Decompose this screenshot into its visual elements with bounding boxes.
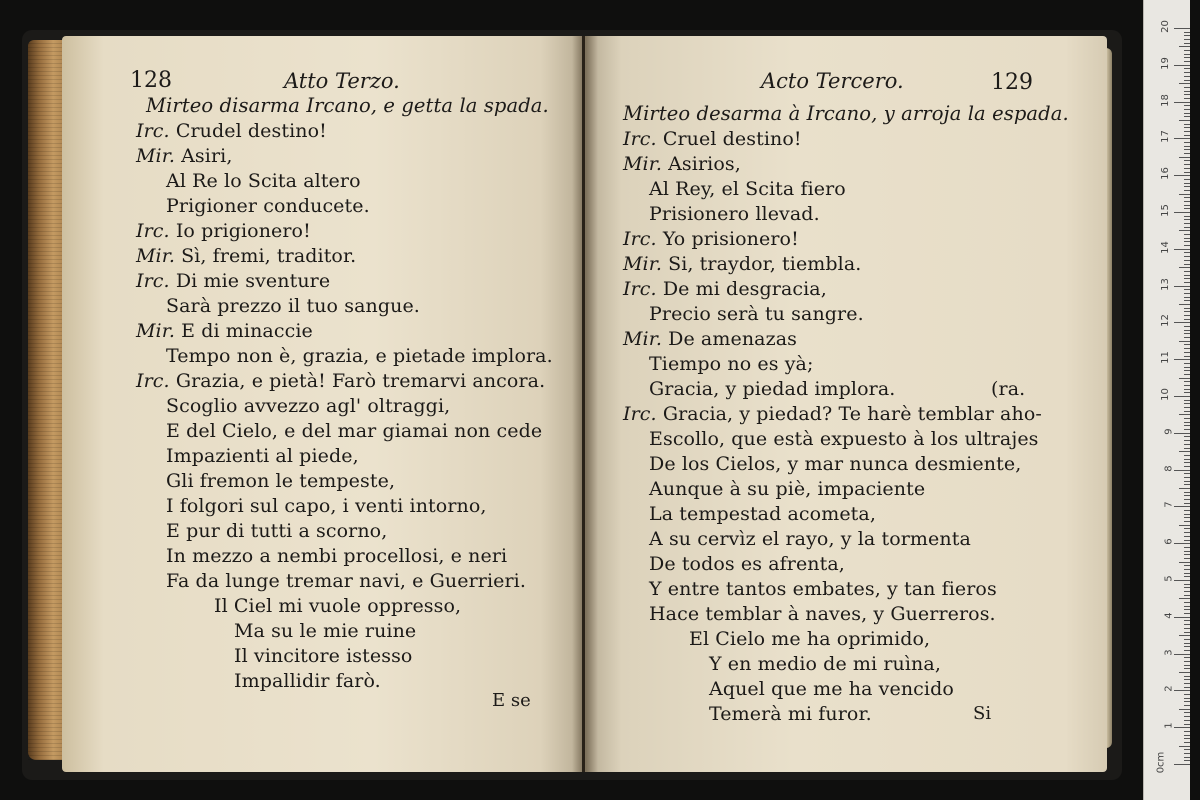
ruler-tick bbox=[1184, 32, 1190, 33]
ruler-tick bbox=[1184, 495, 1190, 496]
text-line: Il Ciel mi vuole oppresso, bbox=[214, 595, 462, 617]
ruler-tick bbox=[1184, 245, 1190, 246]
ruler-tick bbox=[1184, 632, 1190, 633]
stage-direction-right: Mirteo desarma à Ircano, y arroja la espada. bbox=[623, 102, 1069, 125]
ruler-tick bbox=[1184, 466, 1190, 467]
ruler-tick bbox=[1184, 510, 1190, 511]
ruler-tick bbox=[1179, 120, 1190, 121]
text-line: Mir. Si, traydor, tiembla. bbox=[623, 253, 862, 275]
ruler-tick bbox=[1184, 205, 1190, 206]
ruler-tick bbox=[1184, 348, 1190, 349]
ruler-tick bbox=[1184, 308, 1190, 309]
text-line: Sarà prezzo il tuo sangue. bbox=[166, 295, 420, 317]
ruler-tick bbox=[1174, 433, 1190, 434]
text-line: Al Re lo Scita altero bbox=[166, 170, 361, 192]
ruler-tick bbox=[1179, 746, 1190, 747]
ruler-tick bbox=[1184, 300, 1190, 301]
ruler-tick bbox=[1184, 591, 1190, 592]
text-line: Temerà mi furor. bbox=[709, 703, 872, 725]
ruler-tick bbox=[1184, 61, 1190, 62]
right-page bbox=[585, 36, 1107, 772]
ruler-tick bbox=[1174, 617, 1190, 618]
ruler-tick bbox=[1184, 624, 1190, 625]
ruler-tick bbox=[1184, 683, 1190, 684]
ruler-tick bbox=[1184, 521, 1190, 522]
ruler-label: 18 bbox=[1160, 93, 1172, 107]
text-line: Irc. Di mie sventure bbox=[136, 270, 331, 292]
ruler-label: 9 bbox=[1163, 428, 1175, 435]
ruler-tick bbox=[1184, 455, 1190, 456]
ruler-tick bbox=[1174, 690, 1190, 691]
ruler-tick bbox=[1179, 488, 1190, 489]
ruler-tick bbox=[1184, 484, 1190, 485]
ruler-label: 15 bbox=[1160, 204, 1172, 217]
ruler-tick bbox=[1184, 407, 1190, 408]
ruler-tick bbox=[1184, 374, 1190, 375]
ruler-label: 8 bbox=[1163, 464, 1175, 472]
page-number-left: 128 bbox=[130, 68, 172, 93]
ruler-tick bbox=[1184, 573, 1190, 574]
ruler-tick bbox=[1184, 197, 1190, 198]
ruler-tick bbox=[1174, 543, 1190, 544]
ruler-tick bbox=[1184, 183, 1190, 184]
ruler-tick bbox=[1179, 451, 1190, 452]
ruler-tick bbox=[1184, 422, 1190, 423]
ruler-tick bbox=[1184, 569, 1190, 570]
ruler-tick bbox=[1184, 712, 1190, 713]
ruler-tick bbox=[1174, 470, 1190, 471]
ruler-tick bbox=[1184, 554, 1190, 555]
ruler-label: 5 bbox=[1163, 575, 1175, 582]
text-line: Irc. Io prigionero! bbox=[136, 220, 311, 242]
ruler-tick bbox=[1184, 311, 1190, 312]
ruler-tick bbox=[1184, 749, 1190, 750]
ruler-tick bbox=[1184, 595, 1190, 596]
ruler-tick bbox=[1184, 381, 1190, 382]
ruler-label: 12 bbox=[1160, 314, 1172, 328]
ruler-tick bbox=[1179, 194, 1190, 195]
text-line: Irc. Yo prisionero! bbox=[623, 228, 799, 250]
ruler-tick bbox=[1184, 80, 1190, 81]
ruler-label: 7 bbox=[1163, 501, 1175, 509]
ruler-tick bbox=[1184, 124, 1190, 125]
ruler-tick bbox=[1184, 565, 1190, 566]
text-line: E pur di tutti a scorno, bbox=[166, 520, 388, 542]
ruler-tick bbox=[1184, 223, 1190, 224]
ruler-tick bbox=[1184, 587, 1190, 588]
ruler-tick bbox=[1184, 275, 1190, 276]
book-gutter bbox=[572, 36, 598, 772]
ruler-tick bbox=[1179, 378, 1190, 379]
ruler-tick bbox=[1184, 694, 1190, 695]
text-line: De los Cielos, y mar nunca desmiente, bbox=[649, 453, 1022, 475]
ruler-tick bbox=[1184, 333, 1190, 334]
ruler-tick bbox=[1179, 709, 1190, 710]
ruler-tick bbox=[1179, 157, 1190, 158]
ruler-tick bbox=[1184, 135, 1190, 136]
ruler-tick bbox=[1184, 352, 1190, 353]
ruler-tick bbox=[1184, 517, 1190, 518]
ruler-tick bbox=[1184, 738, 1190, 739]
ruler-tick bbox=[1184, 665, 1190, 666]
ruler-tick bbox=[1184, 735, 1190, 736]
ruler-tick bbox=[1179, 562, 1190, 563]
ruler-tick bbox=[1184, 492, 1190, 493]
ruler-tick bbox=[1179, 598, 1190, 599]
ruler-tick bbox=[1184, 234, 1190, 235]
ruler-tick bbox=[1184, 705, 1190, 706]
text-line: A su cervìz el rayo, y la tormenta bbox=[649, 528, 971, 550]
ruler-tick bbox=[1184, 260, 1190, 261]
ruler-tick bbox=[1184, 227, 1190, 228]
ruler-tick bbox=[1184, 35, 1190, 36]
text-line: Mir. De amenazas bbox=[623, 328, 797, 350]
text-line: Precio serà tu sangre. bbox=[649, 303, 864, 325]
text-line: Y en medio de mi ruìna, bbox=[709, 653, 941, 675]
stage-direction-left: Mirteo disarma Ircano, e getta la spada. bbox=[146, 94, 549, 117]
text-line: La tempestad acometa, bbox=[649, 503, 876, 525]
page-number-right: 129 bbox=[991, 70, 1033, 95]
ruler-tick bbox=[1184, 127, 1190, 128]
ruler-tick bbox=[1184, 190, 1190, 191]
left-page bbox=[62, 36, 582, 772]
ruler-tick bbox=[1184, 528, 1190, 529]
text-line: Tempo non è, grazia, e pietade implora. bbox=[166, 345, 553, 367]
ruler-label: 2 bbox=[1163, 685, 1175, 693]
text-line: E del Cielo, e del mar giamai non cede bbox=[166, 420, 543, 442]
ruler-tick bbox=[1174, 654, 1190, 655]
ruler-tick bbox=[1179, 304, 1190, 305]
ruler-tick bbox=[1184, 57, 1190, 58]
ruler-tick bbox=[1184, 87, 1190, 88]
text-line: Mir. Asiri, bbox=[136, 145, 233, 167]
ruler-tick bbox=[1184, 440, 1190, 441]
ruler-tick bbox=[1179, 525, 1190, 526]
ruler-tick bbox=[1184, 105, 1190, 106]
ruler-tick bbox=[1184, 216, 1190, 217]
ruler-tick bbox=[1184, 39, 1190, 40]
ruler-tick bbox=[1184, 326, 1190, 327]
ruler-tick bbox=[1184, 760, 1190, 761]
text-line: Mir. E di minaccie bbox=[136, 320, 313, 342]
text-line: De todos es afrenta, bbox=[649, 553, 845, 575]
ruler-tick bbox=[1184, 724, 1190, 725]
ruler-tick bbox=[1184, 168, 1190, 169]
ruler-tick bbox=[1184, 425, 1190, 426]
ruler-tick bbox=[1184, 179, 1190, 180]
ruler-tick bbox=[1184, 186, 1190, 187]
ruler-tick bbox=[1184, 514, 1190, 515]
ruler-tick bbox=[1184, 650, 1190, 651]
ruler-tick bbox=[1184, 50, 1190, 51]
ruler-tick bbox=[1184, 289, 1190, 290]
ruler-tick bbox=[1184, 208, 1190, 209]
ruler-tick bbox=[1174, 102, 1190, 103]
ruler-tick bbox=[1184, 293, 1190, 294]
ruler-label: 1 bbox=[1163, 722, 1175, 729]
ruler-tick bbox=[1174, 65, 1190, 66]
ruler-label: 16 bbox=[1160, 167, 1172, 181]
ruler-tick bbox=[1184, 429, 1190, 430]
ruler-tick bbox=[1184, 356, 1190, 357]
ruler-tick bbox=[1184, 153, 1190, 154]
text-line: Prisionero llevad. bbox=[649, 203, 820, 225]
text-line: Gracia, y piedad implora. bbox=[649, 378, 896, 400]
ruler-tick bbox=[1184, 639, 1190, 640]
ruler-tick bbox=[1174, 28, 1190, 29]
ruler-tick bbox=[1184, 676, 1190, 677]
ruler-tick bbox=[1184, 576, 1190, 577]
catchword-left: E se bbox=[492, 690, 531, 711]
ruler-tick bbox=[1184, 264, 1190, 265]
text-line: I folgori sul capo, i venti intorno, bbox=[166, 495, 487, 517]
text-line: Y entre tantos embates, y tan fieros bbox=[649, 578, 997, 600]
ruler-label: 17 bbox=[1160, 130, 1172, 144]
ruler-tick bbox=[1184, 609, 1190, 610]
ruler-tick bbox=[1174, 359, 1190, 360]
text-line: El Cielo me ha oprimido, bbox=[689, 628, 931, 650]
ruler-tick bbox=[1184, 76, 1190, 77]
ruler-tick bbox=[1184, 392, 1190, 393]
ruler-tick bbox=[1184, 315, 1190, 316]
ruler-tick bbox=[1184, 679, 1190, 680]
ruler-tick bbox=[1184, 68, 1190, 69]
ruler-label: 3 bbox=[1163, 648, 1175, 656]
ruler-tick bbox=[1184, 613, 1190, 614]
ruler-tick bbox=[1184, 146, 1190, 147]
ruler-tick bbox=[1184, 238, 1190, 239]
ruler-tick bbox=[1184, 411, 1190, 412]
ruler-tick bbox=[1184, 256, 1190, 257]
measurement-ruler bbox=[1143, 0, 1190, 800]
turnover-text: (ra. bbox=[991, 378, 1026, 400]
ruler-tick bbox=[1184, 282, 1190, 283]
ruler-tick bbox=[1184, 385, 1190, 386]
ruler-tick bbox=[1184, 344, 1190, 345]
text-line: Ma su le mie ruine bbox=[234, 620, 417, 642]
ruler-tick bbox=[1184, 54, 1190, 55]
ruler-tick bbox=[1184, 149, 1190, 150]
text-line: Prigioner conducete. bbox=[166, 195, 370, 217]
ruler-tick bbox=[1184, 532, 1190, 533]
text-line: Escollo, que està expuesto à los ultrajes bbox=[649, 428, 1039, 450]
ruler-tick bbox=[1184, 547, 1190, 548]
ruler-tick bbox=[1184, 219, 1190, 220]
ruler-tick bbox=[1184, 698, 1190, 699]
ruler-tick bbox=[1184, 657, 1190, 658]
ruler-tick bbox=[1184, 252, 1190, 253]
ruler-tick bbox=[1179, 230, 1190, 231]
ruler-tick bbox=[1184, 620, 1190, 621]
ruler-tick bbox=[1184, 558, 1190, 559]
ruler-label: 19 bbox=[1160, 56, 1172, 70]
ruler-tick bbox=[1174, 175, 1190, 176]
ruler-tick bbox=[1184, 113, 1190, 114]
ruler-tick bbox=[1184, 602, 1190, 603]
ruler-tick bbox=[1184, 241, 1190, 242]
ruler-tick bbox=[1184, 164, 1190, 165]
ruler-tick bbox=[1184, 646, 1190, 647]
ruler-tick bbox=[1184, 687, 1190, 688]
ruler-label: 14 bbox=[1160, 240, 1172, 254]
ruler-label: 10 bbox=[1160, 388, 1172, 401]
ruler-tick bbox=[1184, 403, 1190, 404]
ruler-tick bbox=[1174, 249, 1190, 250]
ruler-tick bbox=[1184, 319, 1190, 320]
ruler-tick bbox=[1184, 367, 1190, 368]
ruler-tick bbox=[1174, 506, 1190, 507]
ruler-tick bbox=[1184, 436, 1190, 437]
ruler-tick bbox=[1184, 271, 1190, 272]
text-line: Irc. Grazia, e pietà! Farò tremarvi ancora. bbox=[136, 370, 546, 392]
ruler-tick bbox=[1184, 584, 1190, 585]
ruler-tick bbox=[1184, 462, 1190, 463]
ruler-tick bbox=[1184, 72, 1190, 73]
ruler-tick bbox=[1184, 98, 1190, 99]
ruler-tick bbox=[1184, 716, 1190, 717]
ruler-tick bbox=[1179, 672, 1190, 673]
ruler-tick bbox=[1184, 172, 1190, 173]
ruler-tick bbox=[1184, 477, 1190, 478]
ruler-tick bbox=[1184, 448, 1190, 449]
ruler-tick bbox=[1179, 83, 1190, 84]
running-head-left: Atto Terzo. bbox=[284, 69, 400, 93]
ruler-tick bbox=[1179, 635, 1190, 636]
ruler-tick bbox=[1184, 503, 1190, 504]
ruler-tick bbox=[1184, 536, 1190, 537]
ruler-label: 6 bbox=[1163, 538, 1175, 545]
ruler-tick bbox=[1174, 727, 1190, 728]
ruler-tick bbox=[1174, 138, 1190, 139]
ruler-tick bbox=[1184, 742, 1190, 743]
ruler-tick bbox=[1179, 341, 1190, 342]
text-line: Il vincitore istesso bbox=[234, 645, 413, 667]
ruler-tick bbox=[1184, 606, 1190, 607]
text-line: Hace temblar à naves, y Guerreros. bbox=[649, 603, 996, 625]
ruler-tick bbox=[1184, 753, 1190, 754]
ruler-tick bbox=[1184, 370, 1190, 371]
text-line: In mezzo a nembi procellosi, e neri bbox=[166, 545, 508, 567]
text-line: Irc. De mi desgracia, bbox=[623, 278, 827, 300]
ruler-tick bbox=[1174, 764, 1190, 765]
ruler-tick bbox=[1184, 131, 1190, 132]
ruler-tick bbox=[1184, 91, 1190, 92]
text-line: Irc. Cruel destino! bbox=[623, 128, 802, 150]
ruler-tick bbox=[1174, 212, 1190, 213]
ruler-tick bbox=[1184, 668, 1190, 669]
ruler-tick bbox=[1184, 701, 1190, 702]
ruler-tick bbox=[1184, 499, 1190, 500]
ruler-tick bbox=[1184, 720, 1190, 721]
ruler-tick bbox=[1184, 643, 1190, 644]
ruler-tick bbox=[1174, 580, 1190, 581]
ruler-tick bbox=[1184, 481, 1190, 482]
ruler-tick bbox=[1184, 731, 1190, 732]
ruler-tick bbox=[1184, 661, 1190, 662]
ruler-tick bbox=[1184, 297, 1190, 298]
ruler-tick bbox=[1184, 551, 1190, 552]
text-line: Irc. Gracia, y piedad? Te harè temblar aho- bbox=[623, 403, 1042, 425]
text-line: Fa da lunge tremar navi, e Guerrieri. bbox=[166, 570, 526, 592]
ruler-label: 0cm bbox=[1155, 751, 1167, 774]
ruler-label: 11 bbox=[1160, 351, 1172, 365]
text-line: Impallidir farò. bbox=[234, 670, 381, 692]
ruler-tick bbox=[1184, 116, 1190, 117]
ruler-tick bbox=[1179, 267, 1190, 268]
ruler-tick bbox=[1184, 418, 1190, 419]
ruler-tick bbox=[1174, 286, 1190, 287]
ruler-tick bbox=[1174, 396, 1190, 397]
text-line: Scoglio avvezzo agl' oltraggi, bbox=[166, 395, 451, 417]
ruler-tick bbox=[1179, 46, 1190, 47]
text-line: Mir. Sì, fremi, traditor. bbox=[136, 245, 357, 267]
ruler-tick bbox=[1184, 757, 1190, 758]
ruler-tick bbox=[1184, 400, 1190, 401]
text-line: Al Rey, el Scita fiero bbox=[649, 178, 846, 200]
text-line: Gli fremon le tempeste, bbox=[166, 470, 396, 492]
running-head-right: Acto Tercero. bbox=[761, 69, 904, 93]
ruler-tick bbox=[1184, 330, 1190, 331]
ruler-tick bbox=[1184, 444, 1190, 445]
ruler-tick bbox=[1174, 322, 1190, 323]
ruler-label: 13 bbox=[1160, 277, 1172, 291]
ruler-tick bbox=[1184, 43, 1190, 44]
text-line: Aquel que me ha vencido bbox=[709, 678, 954, 700]
ruler-tick bbox=[1184, 94, 1190, 95]
ruler-tick bbox=[1184, 337, 1190, 338]
text-line: Irc. Crudel destino! bbox=[136, 120, 327, 142]
text-line: Mir. Asirios, bbox=[623, 153, 741, 175]
ruler-label: 4 bbox=[1163, 612, 1175, 619]
ruler-tick bbox=[1184, 540, 1190, 541]
ruler-tick bbox=[1184, 363, 1190, 364]
ruler-tick bbox=[1184, 459, 1190, 460]
text-line: Impazienti al piede, bbox=[166, 445, 359, 467]
ruler-tick bbox=[1179, 414, 1190, 415]
ruler-label: 20 bbox=[1160, 20, 1172, 33]
ruler-tick bbox=[1184, 109, 1190, 110]
ruler-tick bbox=[1184, 201, 1190, 202]
ruler-tick bbox=[1184, 278, 1190, 279]
ruler-tick bbox=[1184, 473, 1190, 474]
catchword-right: Si bbox=[973, 703, 992, 724]
ruler-tick bbox=[1184, 389, 1190, 390]
ruler-tick bbox=[1184, 142, 1190, 143]
ruler-tick bbox=[1184, 628, 1190, 629]
text-line: Aunque à su piè, impaciente bbox=[649, 478, 926, 500]
text-line: Tiempo no es yà; bbox=[649, 353, 814, 375]
ruler-tick bbox=[1184, 160, 1190, 161]
